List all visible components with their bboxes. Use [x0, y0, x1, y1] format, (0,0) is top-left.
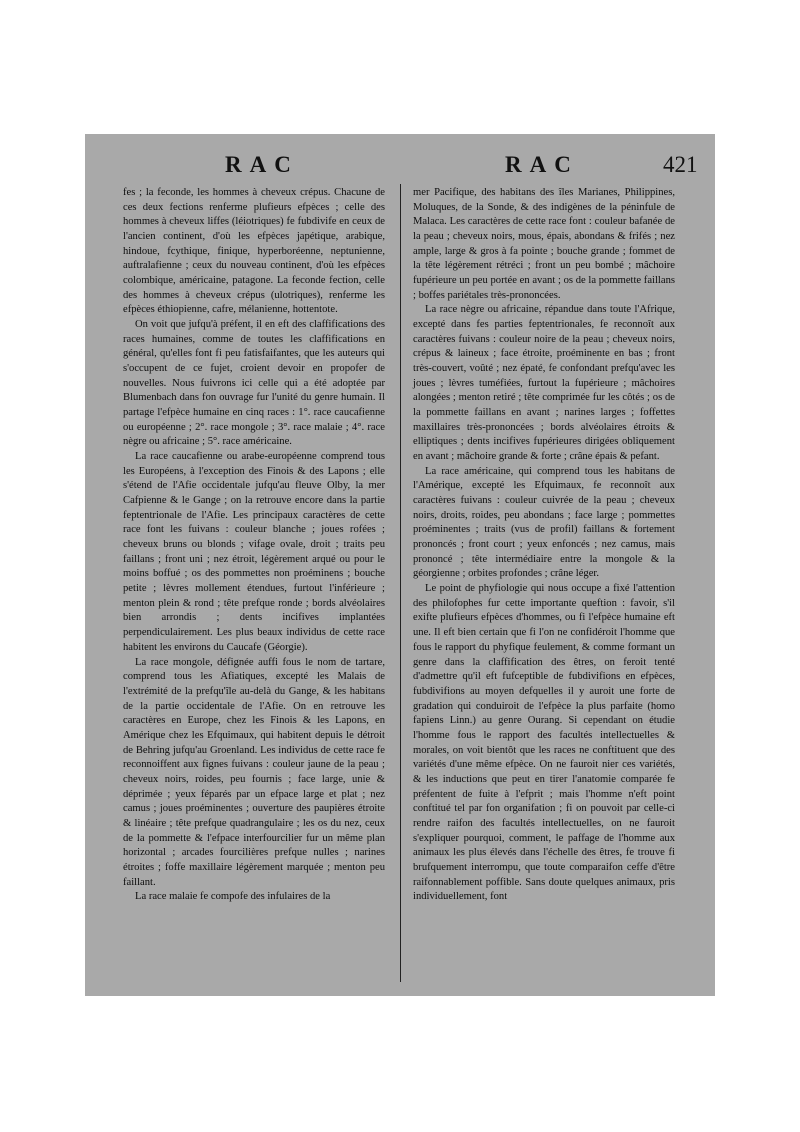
left-column [123, 186, 385, 905]
paragraph: La race nègre ou africaine, répandue dans toute l'Afrique, excepté dans fes parties feptentrionales, fe reconnoît aux caractères fuivans : couleur noire de la peau ; cheveux noirs, crépus & laineux ; face étroite, proéminente en bas ; front très-couvert, voûté ; nez épaté, fe confondant prefqu'avec les joues ; lèvres tuméfiées, furtout la fupérieure ; mâchoires alongées ; menton retiré ; tête comprimée fur les côtés ; os de la pommette faillans en avant ; narines larges ; foffettes maxillaires très-prononcées ; bords alvéolaires étroits & elliptiques ; dents incifives fupérieures dirigées obliquement en avant ; mâchoire grande & forte ; crâne épais & pefant. [413, 304, 675, 463]
scanned-page [85, 134, 715, 996]
column-divider [400, 184, 401, 982]
right-column [413, 186, 675, 905]
paragraph: fes ; la feconde, les hommes à cheveux crépus. Chacune de ces deux fections renferme plufieurs efpèces ; celle des hommes à cheveux liffes (léiotriques) fe fubdivife en ceux de l'ancien continent, d'où les efpèces japétique, arabique, hindoue, fcythique, finique, hyperboréenne, neptunienne, auftralafienne ; ceux du nouveau continent, d'où les efpèces colombique, américaine, patagone. La feconde fection, celle des hommes à cheveux crépus (ulotriques), renferme les efpèces éthiopienne, cafre, mélanienne, hottentote. [123, 187, 385, 316]
paragraph: La race mongole, défignée auffi fous le nom de tartare, comprend tous les Afiatiques, excepté les Malais de l'extrémité de la prefqu'île au-delà du Gange, & les habitans de la partie occidentale de l'Afie. On en retrouve les caractères en Europe, chez les Finois & les Lapons, en Amérique chez les Efquimaux, qui habitent depuis le détroit de Behring jufqu'au Groenland. Les individus de cette race fe reconnoiffent aux fignes fuivans : couleur jaune de la peau ; cheveux noirs, roides, peu fournis ; face large, unie & déprimée ; yeux féparés par un efpace large et plat ; nez camus ; joues proéminentes ; ouverture des paupières étroite & linéaire ; tête prefque quadrangulaire ; les os du nez, ceux de la pommette & l'efpace interfourcilier fur un même plan horizontal ; arcades fourcilières prefque nulles ; narines étroites ; foffe maxillaire légèrement marquée ; menton peu faillant. [123, 656, 385, 888]
paragraph: mer Pacifique, des habitans des îles Marianes, Philippines, Moluques, de la Sonde, & des indigènes de la péninfule de Malaca. Les caractères de cette race font : couleur bafanée de la peau ; cheveux noirs, mous, épais, abondans & frifés ; nez ample, large & gros à fa pointe ; bouche grande ; fommet de la tête légèrement rétréci ; front un peu bombé ; mâchoire fupérieure un peu portée en avant ; os de la pommette faillans ; boffes pariétales très-prononcées. [413, 187, 675, 301]
paragraph: La race malaie fe compofe des infulaires de la [135, 891, 331, 903]
running-head-left: RAC [225, 152, 299, 177]
paragraph: La race américaine, qui comprend tous les habitans de l'Amérique, excepté les Efquimaux, fe reconnoît aux caractères fuivans : couleur cuivrée de la peau ; cheveux noirs, droits, roides, peu abondans ; face large ; pommettes proéminentes ; traits (vus de profil) faillans & fortement prononcés ; front court ; yeux enfoncés ; nez camus, mais prononcé ; tête intermédiaire entre la mongole & la géorgienne ; orbites profondes ; crâne léger. [413, 465, 675, 580]
page-number: 421 [663, 152, 698, 177]
running-head-right: RAC [505, 152, 579, 177]
paragraph: La race caucafienne ou arabe-européenne comprend tous les Européens, à l'exception des Finois & des Lapons ; elle s'étend de l'Afie occidentale jufqu'au fleuve Olby, la mer Cafpienne & le Gange ; on la retrouve encore dans la partie feptentrionale de l'Afie. Les principaux caractères de cette race font les fuivans : couleur blanche ; joues rofées ; cheveux bruns ou blonds ; vifage ovale, droit ; traits peu faillans ; front uni ; nez étroit, légèrement arqué ou pour le moins boffué ; os des pommettes non proéminens ; bouche petite ; lèvres mollement étendues, furtout l'inférieure ; menton plein & rond ; tête prefque ronde ; bords alvéolaires bien arrondis ; dents incifives implantées perpendiculairement. Les plus beaux individus de cette race habitent les environs du Caucafe (Géorgie). [123, 451, 385, 653]
paragraph: Le point de phyfiologie qui nous occupe a fixé l'attention des philofophes fur cette importante queftion : favoir, s'il exifte plufieurs efpèces d'hommes, ou fi l'efpèce humaine eft une. Il eft bien certain que fi l'on ne confidéroit l'homme que fous le rapport du phyfique feulement, & comme formant un genre dans la claffification des êtres, on feroit tenté d'admettre qu'il eft fufceptible de fubdivifions en efpèces, fubdivifions au moyen defquelles il y auroit une forte de gradation qui conduiroit de l'efpèce la plus parfaite (homo fapiens Linn.) au genre Ourang. Si cependant on étudie l'homme fous le rapport des facultés intellectuelles & morales, on voit bientôt que les races ne conftituent que des variétés d'une même efpèce. On ne fauroit nier ces variétés, & les inductions que peut en tirer l'anatomie comparée fe préfentent de fuite à l'efprit ; mais l'homme n'eft point conftitué tel par fon organifation ; fi on pouvoit par celle-ci rendre raifon des facultés intellectuelles, on ne fauroit s'expliquer pourquoi, comment, le paffage de l'homme aux animaux les plus élevés dans l'échelle des êtres, fe trouve fi brufquement interrompu, que toute comparaifon ceffe d'être raifonnablement poffible. Sans doute quelques animaux, pris individuellement, font [413, 583, 675, 903]
paragraph: On voit que jufqu'à préfent, il en eft des claffifications des races humaines, comme de toutes les claffifications en général, qu'elles font fi peu fatisfaifantes, que les auteurs qui s'occupent de ce fujet, croient devoir en propofer de nouvelles. Nous fuivrons ici celle qui a été adoptée par Blumenbach dans fon ouvrage fur l'unité du genre humain. Il partage l'efpèce humaine en cinq races : 1°. race caucafienne ou européenne ; 2°. race mongole ; 3°. race malaie ; 4°. race nègre ou africaine ; 5°. race américaine. [123, 319, 385, 448]
